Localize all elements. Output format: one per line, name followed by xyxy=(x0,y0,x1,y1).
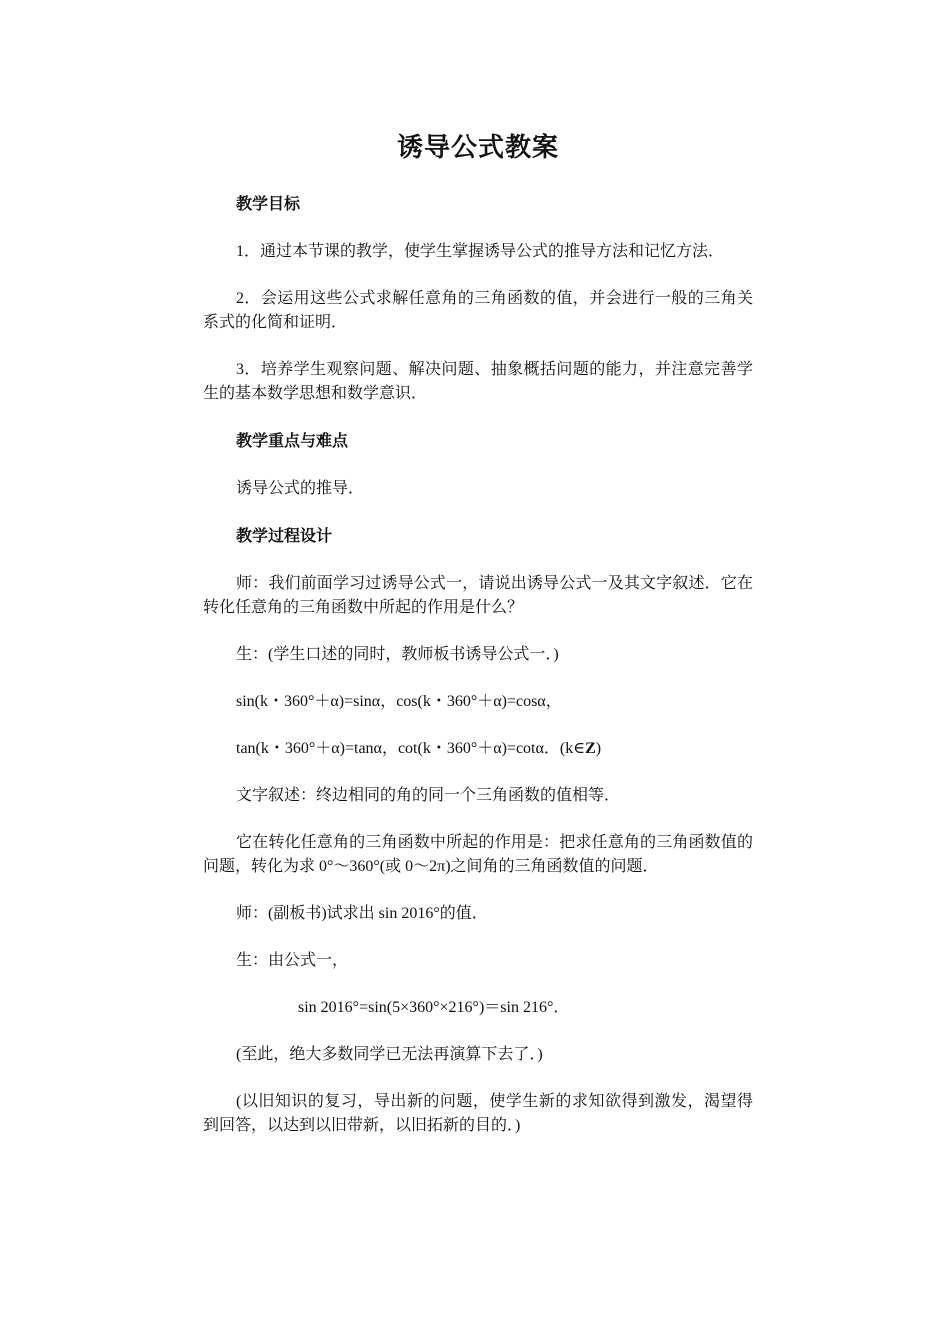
teacher-exercise: 师：(副板书)试求出 sin 2016°的值． xyxy=(236,905,488,922)
note-purpose: (以旧知识的复习，导出新的问题，使学生新的求知欲得到激发，渴望得到回答，以达到以旧带新，以旧拓新的目的．) xyxy=(203,1093,753,1134)
objectives-heading: 教学目标 xyxy=(236,196,301,213)
key-points-heading: 教学重点与难点 xyxy=(236,433,349,450)
student-response: 生：(学生口述的同时，教师板书诱导公式一．) xyxy=(236,646,559,663)
verbal-statement: 文字叙述：终边相同的角的同一个三角函数的值相等． xyxy=(236,787,621,804)
formula-sin-cos: sin(k・360°＋α)=sinα，cos(k・360°＋α)=cosα， xyxy=(236,693,562,710)
objective-item-3: 3．培养学生观察问题、解决问题、抽象概括问题的能力，并注意完善学生的基本数学思想和数学意识． xyxy=(203,361,753,402)
formula-tan-cot-close: ) xyxy=(595,740,602,757)
note-stuck: (至此，绝大多数同学已无法再演算下去了．) xyxy=(236,1046,543,1063)
student-answer: 生：由公式一， xyxy=(236,952,349,969)
integer-set-symbol: Z xyxy=(585,740,596,757)
document-title: 诱导公式教案 xyxy=(396,133,559,162)
formula-tan-cot-main: tan(k・360°＋α)=tanα，cot(k・360°＋α)=cotα．(k∈ xyxy=(236,740,586,757)
formula-tan-cot xyxy=(203,737,753,761)
process-heading: 教学过程设计 xyxy=(236,528,333,545)
formula-purpose: 它在转化任意角的三角函数中所起的作用是：把求任意角的三角函数值的问题，转化为求 0°～360°(或 0～2π)之间角的三角函数值的问题． xyxy=(203,834,753,875)
objective-item-1: 1．通过本节课的教学，使学生掌握诱导公式的推导方法和记忆方法． xyxy=(236,243,725,260)
teacher-question: 师：我们前面学习过诱导公式一，请说出诱导公式一及其文字叙述．它在转化任意角的三角函数中所起的作用是什么？ xyxy=(203,575,753,616)
document-page xyxy=(203,128,753,1161)
formula-sin-2016: sin 2016°=sin(5×360°×216°)＝sin 216°． xyxy=(298,999,570,1016)
key-points-text: 诱导公式的推导． xyxy=(236,480,365,497)
objective-item-2: 2．会运用这些公式求解任意角的三角函数的值，并会进行一般的三角关系式的化简和证明． xyxy=(203,290,753,331)
